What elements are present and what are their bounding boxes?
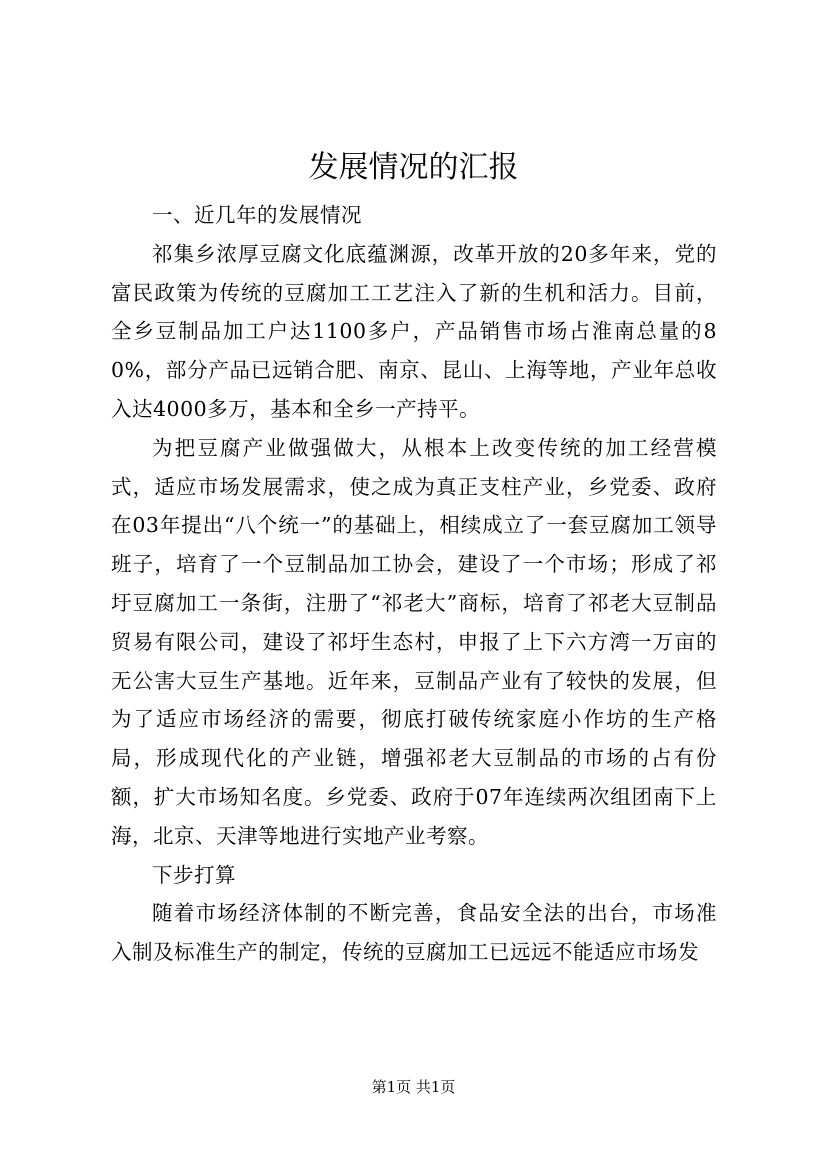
paragraph-tofu-culture: 祁集乡浓厚豆腐文化底蕴渊源，改革开放的20多年来，党的富民政策为传统的豆腐加工工艺注入了新的生机和活力。目前，全乡豆制品加工户达1100多户，产品销售市场占淮南总量的80%，部分产品已远销合肥、南京、昆山、上海等地，产业年总收入达4000多万，基本和全乡一产持平。	[111, 241, 717, 421]
section-heading-development: 一、近几年的发展情况	[152, 203, 362, 227]
paragraph-market-economy: 随着市场经济体制的不断完善，食品安全法的出台，市场准入制及标准生产的制定，传统的豆腐加工已远远不能适应市场发	[111, 901, 717, 965]
document-body	[111, 196, 717, 972]
section-heading-next-steps: 下步打算	[152, 862, 236, 887]
document-title: 发展情况的汇报	[308, 150, 519, 185]
paragraph-industry-strengthening: 为把豆腐产业做强做大，从根本上改变传统的加工经营模式，适应市场发展需求，使之成为真正支柱产业，乡党委、政府在03年提出“八个统一”的基础上，相续成立了一套豆腐加工领导班子，培育了一个豆制品加工协会，建设了一个市场；形成了祁圩豆腐加工一条街，注册了“祁老大”商标，培育了祁老大豆制品贸易有限公司，建设了祁圩生态村，申报了上下六方湾一万亩的无公害大豆生产基地。近年来，豆制品产业有了较快的发展，但为了适应市场经济的需要，彻底打破传统家庭小作坊的生产格局，形成现代化的产业链，增强祁老大豆制品的市场的占有份额，扩大市场知名度。乡党委、政府于07年连续两次组团南下上海，北京、天津等地进行实地产业考察。	[111, 435, 717, 848]
page-footer: 第1页 共1页	[371, 1078, 456, 1096]
